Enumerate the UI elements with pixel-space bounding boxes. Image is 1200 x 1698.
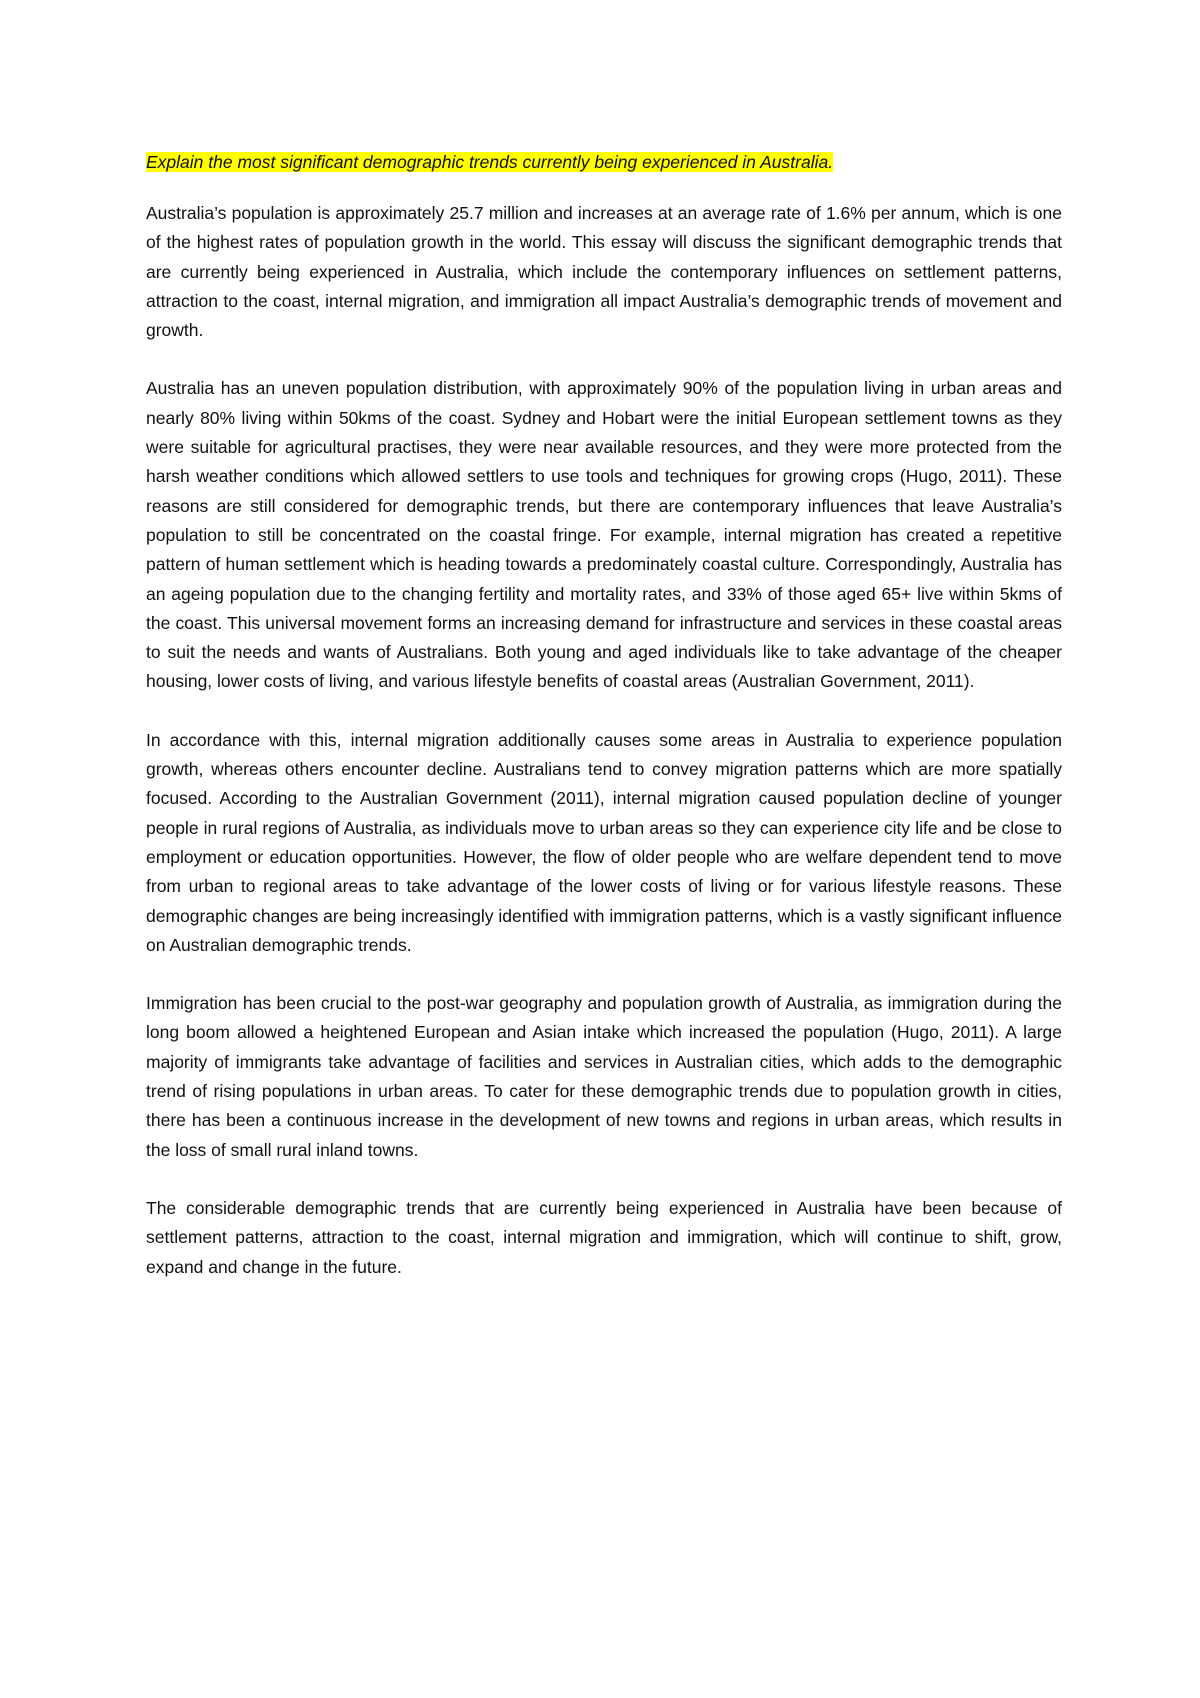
paragraph-internal-migration: In accordance with this, internal migration additionally causes some areas in Australia to experience population growth, whereas others encounter decline. Australians tend to convey migration patterns which are more spatially focused. According to the Australian Government (2011), internal migration caused population decline of younger people in rural regions of Australia, as individuals move to urban areas so they can experience city life and be close to employment or education opportunities. However, the flow of older people who are welfare dependent tend to move from urban to regional areas to take advantage of the lower costs of living or for various lifestyle reasons. These demographic changes are being increasingly identified with immigration patterns, which is a vastly significant influence on Australian demographic trends. bbox=[146, 729, 1062, 955]
document-body bbox=[146, 148, 1062, 1311]
highlighted-question-text: Explain the most significant demographic trends currently being experienced in Australia. bbox=[146, 152, 834, 172]
essay-question bbox=[146, 148, 1062, 177]
paragraph-population-distribution: Australia has an uneven population distribution, with approximately 90% of the population living in urban areas and nearly 80% living within 50kms of the coast. Sydney and Hobart were the initial European settlement towns as they were suitable for agricultural practises, they were near available resources, and they were more protected from the harsh weather conditions which allowed settlers to use tools and techniques for growing crops (Hugo, 2011). These reasons are still considered for demographic trends, but there are contemporary influences that leave Australia’s population to still be concentrated on the coastal fringe. For example, internal migration has created a repetitive pattern of human settlement which is heading towards a predominately coastal culture. Correspondingly, Australia has an ageing population due to the changing fertility and mortality rates, and 33% of those aged 65+ live within 5kms of the coast. This universal movement forms an increasing demand for infrastructure and services in these coastal areas to suit the needs and wants of Australians. Both young and aged individuals like to take advantage of the cheaper housing, lower costs of living, and various lifestyle benefits of coastal areas (Australian Government, 2011). bbox=[146, 378, 1062, 692]
paragraph-immigration: Immigration has been crucial to the post-war geography and population growth of Australia, as immigration during the long boom allowed a heightened European and Asian intake which increased the population (Hugo, 2011). A large majority of immigrants take advantage of facilities and services in Australian cities, which adds to the demographic trend of rising populations in urban areas. To cater for these demographic trends due to population growth in cities, there has been a continuous increase in the development of new towns and regions in urban areas, which results in the loss of small rural inland towns. bbox=[146, 993, 1062, 1160]
paragraph-introduction: Australia’s population is approximately 25.7 million and increases at an average rate of 1.6% per annum, which is one of the highest rates of population growth in the world. This essay will discuss the significant demographic trends that are currently being experienced in Australia, which include the contemporary influences on settlement patterns, attraction to the coast, internal migration, and immigration all impact Australia’s demographic trends of movement and growth. bbox=[146, 203, 1062, 341]
paragraph-conclusion: The considerable demographic trends that are currently being experienced in Australia have been because of settlement patterns, attraction to the coast, internal migration and immigration, which will continue to shift, grow, expand and change in the future. bbox=[146, 1197, 1062, 1277]
